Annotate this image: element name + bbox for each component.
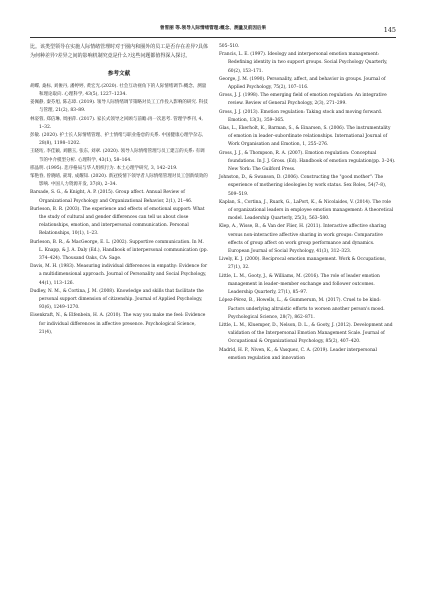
reference-entry: Kaplan, S., Cortina, J., Ruark, G., LaPort, K., & Nicolaides, V. (2014). The role of organizational leaders in employee emotion management: A theoretical model. Leadership Quarterly, 25(3), 563–580. [219, 199, 394, 222]
reference-entry: George, J. M. (1990). Personality, affect, and behavior in groups. Journal of Applied Psychology, 75(2), 107–116. [219, 76, 386, 91]
reference-entry: Burleson, B. R. (2003). The experience and effects of emotional support: What the study of cultural and gender differences can tell us about close relationships, emotion, and interpersonal communication. Personal Relationships, 10(1), 1–23. [30, 206, 205, 237]
page-number: 145 [383, 26, 396, 34]
running-title: 曾雪丽 等.领导人际情绪管理:概念、测量及前因后果 [159, 26, 267, 31]
reference-entry: Klep, A., Wisse, B., & Van der Flier, H. (2011). Interactive affective sharing versus non-interactive affective sharing in work groups: Comparative effects of group affect on work group performance and dynamics. European Journal of Social Psychology, 41(3), 312–323. [219, 224, 387, 255]
paragraph-text: 比。该类型领导在实施人际情绪管理时对于圈内和圈外的员工是否存在差异?具体为何种差异?差异之间的影响机制究竟是什么?这些问题都值得深入探讨。 [30, 44, 208, 60]
reference-entry: López-Pérez, B., Howells, L., & Gummerum, M. (2017). Cruel to be kind: Factors underlying altruistic efforts to worsen another person's mood. Psychological Science, 28(7), 862–871. [219, 298, 385, 320]
reference-entry: 林姿蓉, 郑信琳, 周丽萍. (2017). 家长式领导之回顾与前瞻:再一次思考. 管理学季刊, 4, 1–32. [30, 116, 203, 130]
reference-entry: Little, L. M., Gooty, J., & Williams, M. (2016). The role of leader emotion management in leader–member exchange and follower outcomes. Leadership Quarterly, 27(1), 85–97. [219, 273, 380, 296]
reference-entry: Burleson, B. R., & MacGeorge, E. L. (2002). Supportive communication. In M. L. Knapp, & J. A. Daly (Ed.), Handbook of interpersonal communication (pp. 374–424). Thousand Oaks, CA: Sage. [30, 239, 208, 262]
reference-entry: Johnston, D., & Swanson, D. (2006). Constructing the "good mother": The experience of mothering ideologies by work status. Sex Roles, 54(7–8), 509–519. [219, 175, 387, 197]
reference-entry: 505–510. [219, 44, 240, 49]
body-paragraph [30, 43, 208, 62]
reference-list-left [30, 83, 208, 337]
reference-entry: Gross, J. J., & Thompson, R. A. (2007). Emotion regulation: Conceptual foundations. In J. J. Gross. (Ed). Handbook of emotion regulation(pp. 3–24). New York: The Guilford Press. [219, 150, 396, 173]
reference-entry: Glas, L., Ekerholt, K., Barman, S., & Einarsen, S. (2006). The instrumentality of emotion in leader–subordinate relationships. International Journal of Work Organisation and Emotion, 1, 255–276. [219, 126, 391, 148]
reference-entry: 邢晶明. (1995). 悲序格局与华人组织行为. 本土心理学研究, 3, 142–219. [30, 165, 178, 171]
reference-entry: Lively, K. J. (2000). Reciprocal emotion management. Work & Occupations, 27(1), 32. [219, 257, 386, 271]
reference-entry: Gross, J. J. (2013). Emotion regulation: Taking stock and moving forward. Emotion, 13(3), 359–365. [219, 109, 383, 123]
reference-entry: Dudley, N. M., & Cortina, J. M. (2008). Knowledge and skills that facilitate the personal support dimension of citizenship. Journal of Applied Psychology, 93(6), 1249–1270. [30, 288, 204, 311]
references-heading: 参考文献 [107, 70, 131, 77]
reference-entry: Little, L. M., Kluemper, D., Nelson, D. L., & Gooty, J. (2012). Development and validation of the Interpersonal Emotion Management Scale. Journal of Occupational & Organizational Psychology, 85(2), 407–420. [219, 322, 393, 345]
right-column [219, 43, 396, 363]
reference-entry: 彭敏. (2020). 护士长人际情绪管理、护士情绪与职业倦怠的关系. 中国健康心理学杂志, 28(8), 1198–1202. [30, 133, 204, 147]
reference-list-right [219, 43, 396, 363]
reference-entry: 胡蝶, 桑标, 刘俊丹, 潘婷婷, 黄宏光.(2020). 社会互动视角下的人际情绪调节:概念、测量和理论取向. 心理科学, 43(5), 1227–1234. [30, 83, 207, 97]
reference-entry: Madrid, H. P., Niven, K., & Vasquez, C. A. (2019). Leader interpersonal emotion regulation and innovation [219, 347, 377, 361]
running-header [30, 21, 396, 38]
reference-entry: 姜佩静, 秦芬旭, 陈志璋. (2019). 领导人际情绪调节策略对员工工作投入影响的研究. 科技与管理, 21(2), 83–89. [30, 100, 208, 114]
reference-entry: 王晓珩, 李佳颖, 刘鹏玉, 张东, 刘翠. (2020). 领导人际情绪管理与员工建言的关系: 有调节的中介模型分析. 心理科学, 43(1), 58–164. [30, 149, 205, 163]
left-column [30, 43, 208, 337]
reference-entry: Davis, M. H. (1983). Measuring individual differences in empathy: Evidence for a multidimensional approach. Journal of Personality and Social Psychology, 44(1), 113–126. [30, 264, 208, 286]
reference-entry: Eisenkraft, N., & Elfenbein, H. A. (2010). The way you make me feel: Evidence for individual differences in affective presence. Psychological Science, 21(4), [30, 313, 206, 335]
reference-entry: Barsade, S. G., & Knight, A. P. (2015). Group affect. Annual Review of Organizational Psychology and Organizational Behavior, 2(1), 21–46. [30, 190, 193, 204]
reference-entry: 邹艳春, 曾晓晴, 聂琦, 成耀知. (2020). 新冠疫情下领导者人际情绪管理对员工创新绩效的影响. 中国人力资源开发, 37(8), 2–34. [30, 174, 208, 188]
reference-entry: Gross, J. J. (1998). The emerging field of emotion regulation: An integrative review. Review of General Psychology, 2(3), 271–299. [219, 93, 387, 107]
reference-entry: Francis, L. E. (1997). Ideology and interpersonal emotion management: Redefining identity in two support groups. Social Psychology Quarterly, 60(2), 153–171. [219, 52, 388, 74]
